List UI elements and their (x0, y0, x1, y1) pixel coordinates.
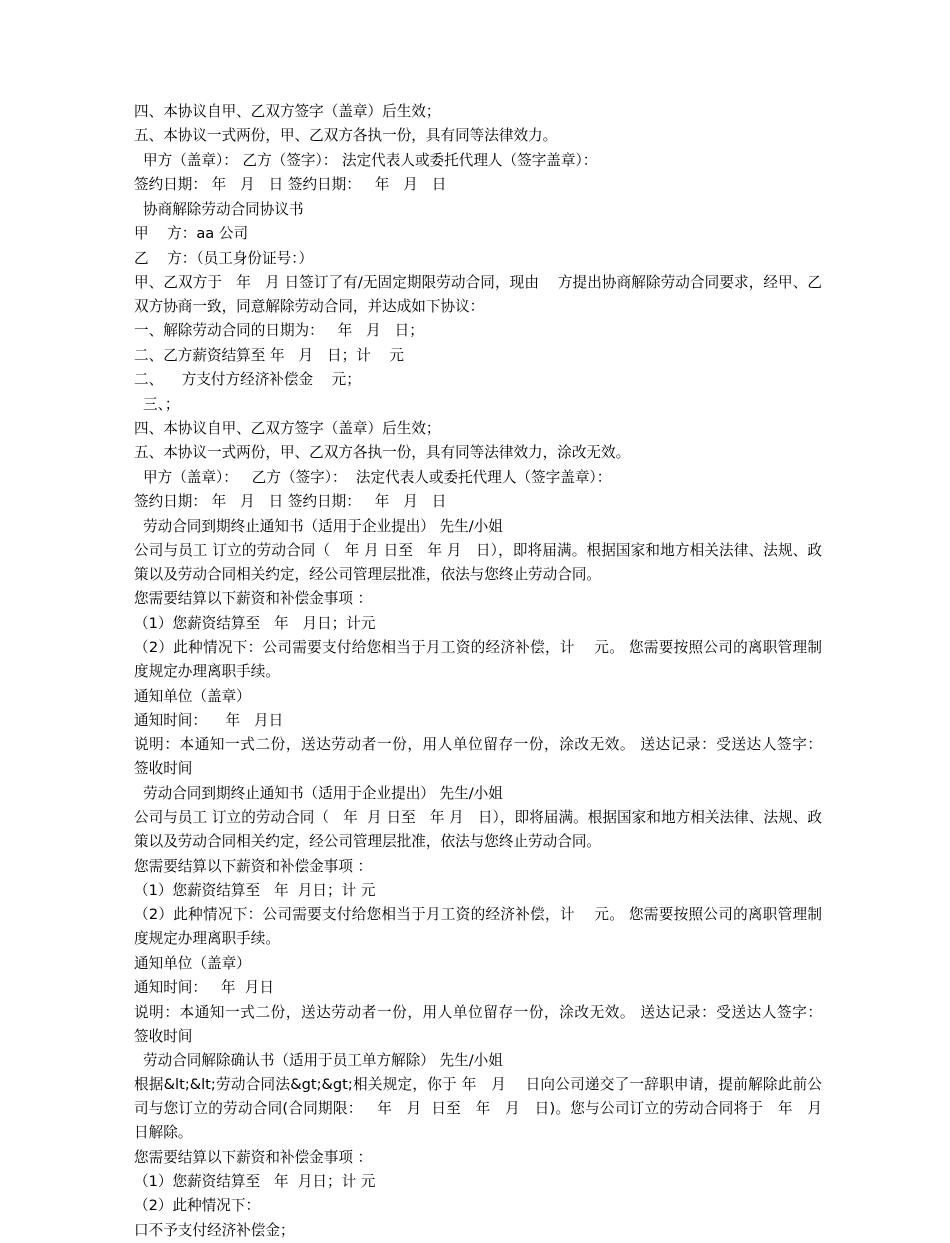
document-paragraph: 一、解除劳动合同的日期为： 年 月 日； (134, 322, 424, 340)
document-paragraph: 公司与员工 订立的劳动合同（ 年 月 日至 年 月 日），即将届满。根据国家和地方相关法律、法规、政策以及劳动合同相关约定，经公司管理层批准，依法与您终止劳动合同。 (134, 542, 822, 584)
document-paragraph: 乙 方：（员工身份证号：） (134, 249, 314, 267)
document-paragraph: 通知时间： 年 月日 (134, 712, 284, 730)
document-paragraph: 甲方（盖章）： 乙方（签字）： 法定代表人或委托代理人（签字盖章）： (143, 151, 598, 169)
document-paragraph: （2）此种情况下：公司需要支付给您相当于月工资的经济补偿，计 元。 您需要按照公司的离职管理制度规定办理离职手续。 (134, 639, 822, 681)
document-paragraph: （2）此种情况下：公司需要支付给您相当于月工资的经济补偿，计 元。 您需要按照公司的离职管理制度规定办理离职手续。 (134, 906, 822, 948)
document-paragraph: 三、； (143, 395, 180, 413)
document-paragraph: 二、乙方薪资结算至 年 月 日；计 元 (134, 346, 404, 364)
document-paragraph: 口不予支付经济补偿金； (134, 1221, 295, 1239)
document-paragraph: 四、本协议自甲、乙双方签字（盖章）后生效； (134, 103, 441, 120)
document-paragraph: 根据&lt;&lt;劳动合同法&gt;&gt;相关规定，你于 年 月 日向公司递交了一辞职申请，提前解除此前公司与您订立的劳动合同(合同期限： 年 月 日至 年 月 日)。您与公司订立的劳动合同将于 年 月 日解除。 (134, 1076, 836, 1142)
document-paragraph: （1）您薪资结算至 年 月日；计 元 (134, 1173, 376, 1191)
document-paragraph: 签约日期： 年 月 日 签约日期： 年 月 日 (134, 176, 447, 194)
document-paragraph: 二、 方支付方经济补偿金 元； (134, 371, 361, 389)
document-paragraph: 您需要结算以下薪资和补偿金事项 ： (134, 857, 373, 875)
document-paragraph: 协商解除劳动合同协议书 (143, 200, 304, 218)
document-paragraph: 您需要结算以下薪资和补偿金事项 ： (134, 590, 373, 608)
document-paragraph: 甲方（盖章）： 乙方（签字）： 法定代表人或委托代理人（签字盖章）： (143, 468, 612, 486)
document-paragraph: 公司与员工 订立的劳动合同（ 年 月 日至 年 月 日），即将届满。根据国家和地方相关法律、法规、政策以及劳动合同相关约定，经公司管理层批准，依法与您终止劳动合同。 (134, 809, 822, 851)
document-paragraph: （1）您薪资结算至 年 月日；计 元 (134, 882, 376, 899)
document-paragraph: 通知时间： 年 月日 (134, 979, 274, 997)
document-paragraph: 四、本协议自甲、乙双方签字（盖章）后生效； (134, 419, 441, 437)
document-paragraph: 劳动合同到期终止通知书（适用于企业提出） 先生/小姐 (143, 784, 503, 802)
document-paragraph: 五、本协议一式两份，甲、乙双方各执一份，具有同等法律效力，涂改无效。 (134, 444, 631, 462)
document-paragraph: 说明：本通知一式二份，送达劳动者一份，用人单位留存一份，涂改无效。 送达记录：受送达人签字： 签收时间 (134, 1003, 836, 1045)
document-body (134, 100, 836, 1243)
document-paragraph: 通知单位（盖章） (134, 687, 251, 705)
document-paragraph: 劳动合同到期终止通知书（适用于企业提出） 先生/小姐 (143, 517, 503, 535)
document-paragraph: 甲 方：aa 公司 (134, 225, 249, 243)
document-paragraph: 劳动合同解除确认书（适用于员工单方解除） 先生/小姐 (143, 1051, 503, 1069)
document-paragraph: （1）您薪资结算至 年 月日；计元 (134, 614, 376, 632)
document-paragraph: （2）此种情况下： (134, 1197, 261, 1215)
document-paragraph: 签约日期： 年 月 日 签约日期： 年 月 日 (134, 493, 447, 511)
document-paragraph: 甲、乙双方于 年 月 日签订了有/无固定期限劳动合同，现由 方提出协商解除劳动合同要求，经甲、乙双方协商一致，同意解除劳动合同，并达成如下协议： (134, 273, 822, 315)
document-paragraph: 您需要结算以下薪资和补偿金事项 ： (134, 1148, 373, 1166)
document-paragraph: 说明：本通知一式二份，送达劳动者一份，用人单位留存一份，涂改无效。 送达记录：受送达人签字： 签收时间 (134, 736, 836, 778)
document-paragraph: 五、本协议一式两份，甲、乙双方各执一份，具有同等法律效力。 (134, 127, 558, 145)
document-paragraph: 通知单位（盖章） (134, 954, 251, 972)
